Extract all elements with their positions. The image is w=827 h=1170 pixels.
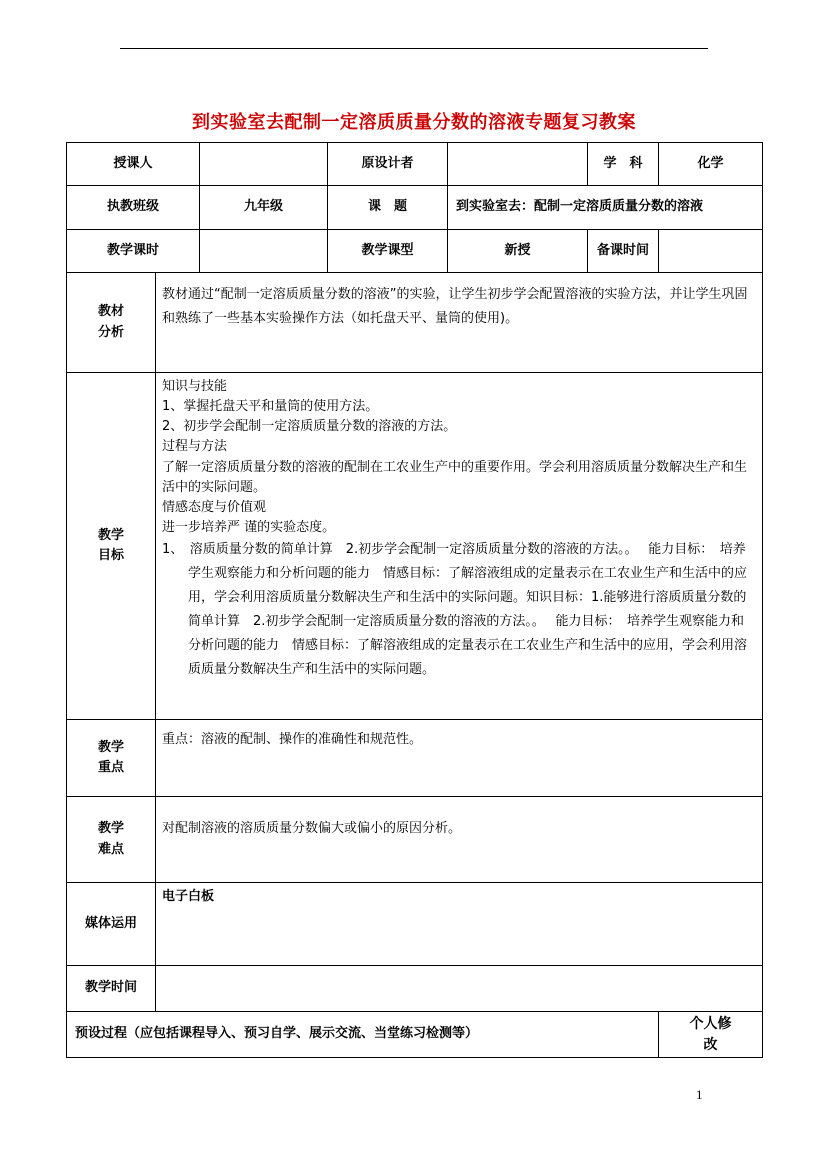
page-number: 1 [696,1087,703,1102]
teacher-label: 授课人 [67,143,200,186]
key-points-content[interactable] [156,720,763,797]
subject-value[interactable]: 化学 [659,143,763,186]
goals-label: 教学 目标 [67,373,156,720]
time-label: 教学时间 [67,966,156,1012]
lesson-plan-table [66,142,763,1058]
teacher-value[interactable] [200,143,328,186]
goals-line: 进一步培养严 谨的实验态度。 [162,519,336,535]
goals-line: 知识与技能 [162,379,228,394]
type-label: 教学课型 [328,230,448,273]
header-rule [120,48,708,49]
goals-content[interactable] [156,373,763,720]
row-media [67,883,763,966]
goals-numbered: 1、 溶质质量分数的简单计算 2.初步学会配制一定溶质质量分数的溶液的方法。。 能力目标： 培养学生观察能力和分析问题的能力 情感目标：了解溶液组成的定量表示在工农业生产和生活中的应用，学会利用溶质质量分数解决生产和生活中的实际问题。知识目标：1.能够进行溶质质量分数的简单计算 2.初步学会配制一定溶质质量分数的溶液的方法。。 能力目标： 培养学生观察能力和分析问题的能力 情感目标：了解溶液组成的定量表示在工农业生产和生活中的应用，学会利用溶质质量分数解决生产和生活中的实际问题。 [162,542,748,678]
row-goals [67,373,763,720]
row-teacher [67,143,763,186]
goals-line: 过程与方法 [162,439,228,455]
row-hours [67,230,763,273]
subject-label: 学 科 [588,143,659,186]
row-analysis [67,273,763,373]
prep-value[interactable] [659,230,763,273]
row-difficulties [67,797,763,883]
media-text: 电子白板 [162,889,215,904]
document-title: 到实验室去配制一定溶质质量分数的溶液专题复习教案 [192,112,636,133]
analysis-content[interactable] [156,273,763,373]
difficulties-content[interactable] [156,797,763,883]
difficulties-label: 教学 难点 [67,797,156,883]
hours-value[interactable] [200,230,328,273]
difficulties-text: 对配制溶液的溶质质量分数偏大或偏小的原因分析。 [162,821,462,836]
class-value[interactable]: 九年级 [200,186,328,230]
process-label: 预设过程（应包括课程导入、预习自学、展示交流、当堂练习检测等） [67,1012,659,1058]
topic-value[interactable]: 到实验室去：配制一定溶质质量分数的溶液 [448,186,763,230]
key-points-label: 教学 重点 [67,720,156,797]
topic-label: 课 题 [328,186,448,230]
goals-line: 2、初步学会配制一定溶质质量分数的溶液的方法。 [162,419,457,435]
key-points-text: 重点：溶液的配制、操作的准确性和规范性。 [162,732,423,747]
goals-line: 情感态度与价值观 [162,499,267,515]
row-process [67,1012,763,1058]
row-time [67,966,763,1012]
goals-line: 1、掌握托盘天平和量筒的使用方法。 [162,399,379,415]
class-label: 执教班级 [67,186,200,230]
goals-line: 了解一定溶质质量分数的溶液的配制在工农业生产中的重要作用。学会利用溶质质量分数解决生产和生活中的实际问题。 [162,459,748,495]
analysis-text: 教材通过“配制一定溶质质量分数的溶液”的实验，让学生初步学会配置溶液的实验方法，并让学生巩固和熟练了一些基本实验操作方法（如托盘天平、量筒的使用)。 [162,287,748,327]
analysis-label: 教材 分析 [67,273,156,373]
prep-label: 备课时间 [588,230,659,273]
row-class [67,186,763,230]
hours-label: 教学课时 [67,230,200,273]
type-value[interactable]: 新授 [448,230,588,273]
time-content[interactable] [156,966,763,1012]
designer-label: 原设计者 [328,143,448,186]
media-content[interactable] [156,883,763,966]
media-label: 媒体运用 [67,883,156,966]
row-key-points [67,720,763,797]
revision-label: 个人修 改 [659,1012,763,1058]
designer-value[interactable] [448,143,588,186]
